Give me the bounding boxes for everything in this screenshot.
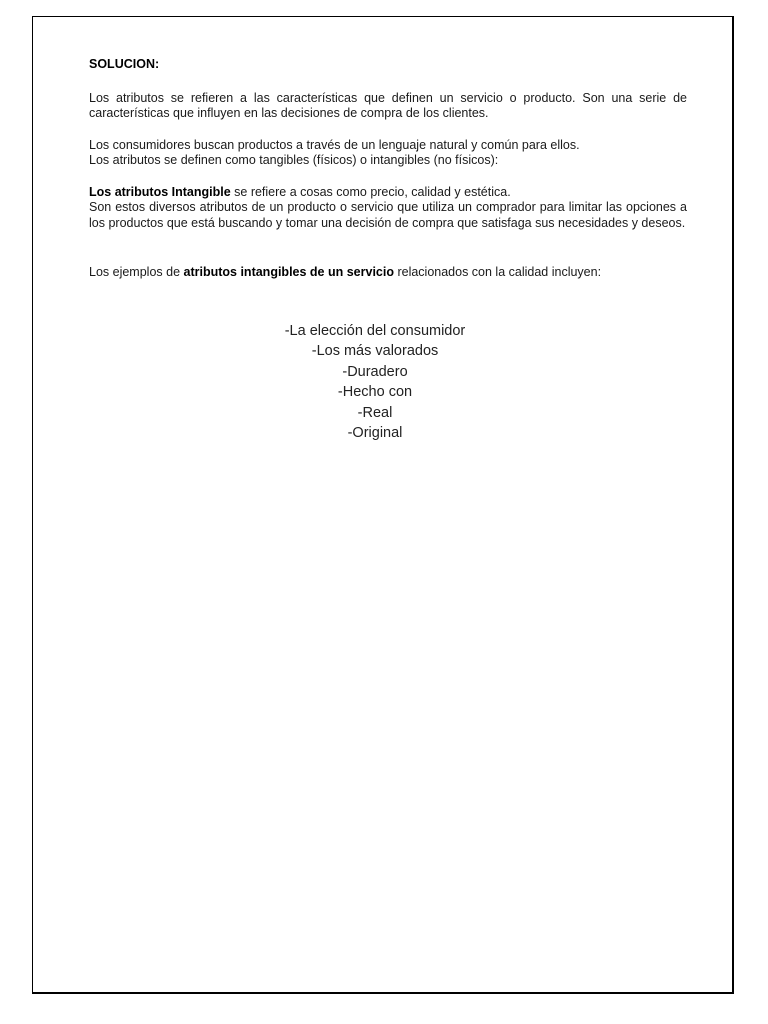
list-item: -Hecho con [337,384,413,400]
document-page [32,16,734,994]
paragraph-examples-intro [89,265,687,281]
intangible-bold-lead: Los atributos Intangible [89,184,231,199]
intangible-lead-line [89,185,687,201]
examples-intro-end: relacionados con la calidad incluyen: [393,265,602,279]
paragraph-definition: Los atributos se refieren a las características que definen un servicio o producto. Son una serie de características que influyen en las decisiones de compra de los clientes. [89,90,687,120]
intangible-body: Son estos diversos atributos de un producto o servicio que utiliza un comprador para limitar las opciones a los productos que está buscando y tomar una decisión de compra que satisfaga sus necesidades y deseos. [89,200,687,230]
examples-intro-start: Los ejemplos de [89,265,184,279]
list-item: -Los más valorados [311,343,439,359]
section-heading: SOLUCION: [89,57,160,71]
list-item: -Real [357,404,393,421]
paragraph-consumers [89,138,687,169]
paragraph-intangible [89,185,687,232]
document-body [89,57,687,444]
paragraph-consumers-line-1: Los consumidores buscan productos a través de un lenguaje natural y común para ellos. [89,137,580,152]
paragraph-consumers-line-2: Los atributos se definen como tangibles (físicos) o intangibles (no físicos): [89,153,499,167]
examples-list [89,321,661,444]
examples-intro-bold: atributos intangibles de un servicio [183,265,394,279]
list-item: -Duradero [342,363,408,380]
list-item: -La elección del consumidor [284,322,466,339]
intangible-lead-rest: se refiere a cosas como precio, calidad y estética. [230,184,511,199]
list-item: -Original [347,425,403,441]
